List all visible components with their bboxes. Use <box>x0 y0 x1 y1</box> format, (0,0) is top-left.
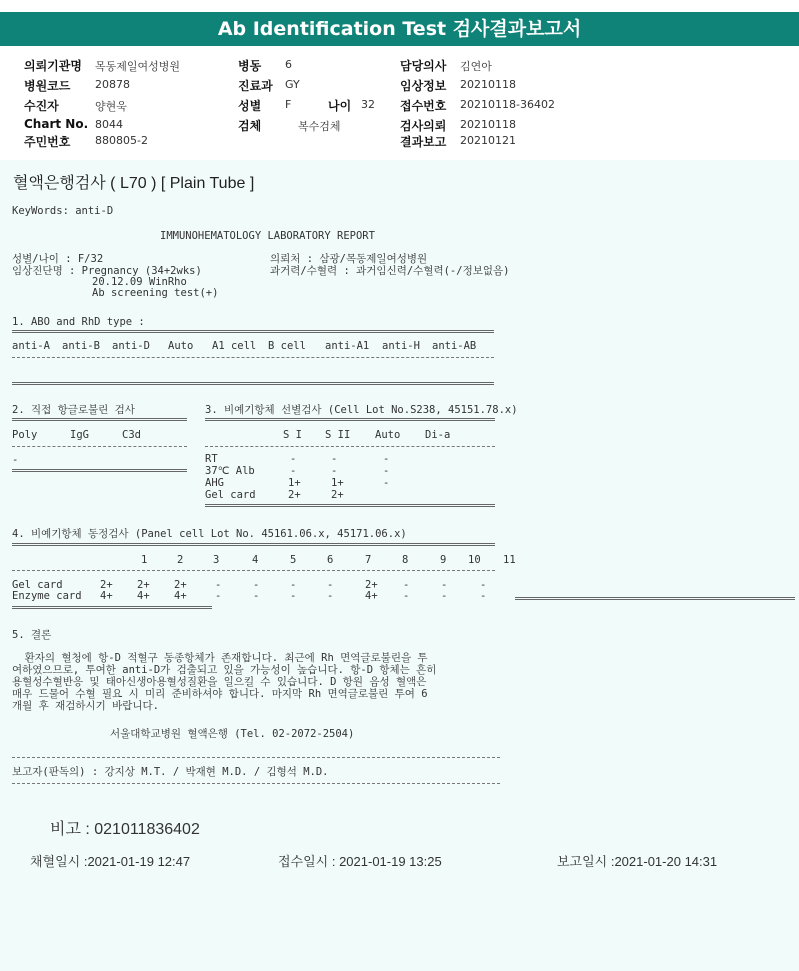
divider <box>12 382 494 385</box>
screen-phase: Gel card <box>205 489 256 501</box>
panel-cell: - <box>215 590 222 602</box>
abo-title: 1. ABO and RhD type : <box>12 316 145 328</box>
specimen-label: 검체 <box>238 119 262 133</box>
divider <box>205 504 495 507</box>
hospital-code-label: 병원코드 <box>24 79 71 93</box>
report-date-value: 20210121 <box>460 134 516 147</box>
panel-col: 10 <box>468 554 481 566</box>
conclusion-line: 용혈성수혈반응 및 태아신생아용혈성질환을 일으킬 수 있습니다. D 항원 음성 혈액은 <box>12 676 427 688</box>
age-value: 32 <box>361 98 375 111</box>
divider <box>12 783 500 784</box>
panel-col: 4 <box>252 554 259 566</box>
sex-age: 성별/나이 : F/32 <box>12 253 104 265</box>
receipt-time: 접수일시 : 2021-01-19 13:25 <box>278 854 442 869</box>
lab-title: IMMUNOHEMATOLOGY LABORATORY REPORT <box>160 230 375 242</box>
abo-header-6: anti-A1 <box>325 340 370 352</box>
report-title: Ab Identification Test 검사결과보고서 <box>0 12 799 46</box>
panel-col: 9 <box>440 554 447 566</box>
screen-phase: RT <box>205 453 218 465</box>
institution-label: 의뢰기관명 <box>24 59 82 73</box>
abo-header-8: anti-AB <box>432 340 477 352</box>
screen-cell: 1+ <box>331 477 344 489</box>
panel-cell: 4+ <box>100 590 113 602</box>
panel-cell: - <box>441 590 448 602</box>
divider <box>12 418 187 421</box>
abo-header-7: anti-H <box>382 340 420 352</box>
dat-value: - <box>12 454 19 466</box>
screen-cell: 1+ <box>288 477 301 489</box>
panel-cell: - <box>290 590 297 602</box>
panel-col: 6 <box>327 554 334 566</box>
abo-header-0: anti-A <box>12 340 50 352</box>
abo-header-4: A1 cell <box>212 340 257 352</box>
screen-cell: - <box>383 465 390 477</box>
divider <box>12 357 494 358</box>
panel-cell: - <box>327 579 334 591</box>
screen-cell: 2+ <box>288 489 301 501</box>
screen-header-0: S I <box>283 429 302 441</box>
resident-label: 주민번호 <box>24 135 71 149</box>
clinical-label: 임상정보 <box>400 79 447 93</box>
panel-cell: 4+ <box>137 590 150 602</box>
clinical-value: 20210118 <box>460 78 516 91</box>
conclusion-line: 개월 후 재검하시기 바랍니다. <box>12 700 160 712</box>
diagnosis: 임상진단명 : Pregnancy (34+2wks) <box>12 265 202 277</box>
screen-cell: - <box>290 465 297 477</box>
screen-cell: - <box>331 453 338 465</box>
history: 과거력/수혈력 : 과거임신력/수혈력(-/정보없음) <box>270 265 510 277</box>
divider <box>12 543 495 546</box>
reporter: 보고자(판독의) : 강지상 M.T. / 박재현 M.D. / 김형석 M.D. <box>12 766 329 778</box>
conclusion-title: 5. 결론 <box>12 629 52 641</box>
screen-title: 3. 비예기항체 선별검사 (Cell Lot No.S238, 45151.78.x) <box>205 404 518 416</box>
section-title: 혈액은행검사 ( L70 ) [ Plain Tube ] <box>13 175 255 192</box>
conclusion-line: 여하였으므로, 투여한 anti-D가 검출되고 있을 가능성이 높습니다. 항-D 항체는 흔히 <box>12 664 437 676</box>
panel-cell: 2+ <box>100 579 113 591</box>
divider <box>12 330 494 333</box>
recipient-label: 수진자 <box>24 99 59 113</box>
chart-value: 8044 <box>95 118 123 131</box>
hospital-code-value: 20878 <box>95 78 130 91</box>
divider <box>12 757 500 758</box>
report-date-label: 결과보고 <box>400 135 447 149</box>
doctor-label: 담당의사 <box>400 59 447 73</box>
screen-header-2: Auto <box>375 429 401 441</box>
panel-cell: 2+ <box>174 579 187 591</box>
screen-phase: AHG <box>205 477 224 489</box>
panel-row-label: Enzyme card <box>12 590 82 602</box>
divider <box>12 446 187 447</box>
lab-report <box>0 160 799 971</box>
divider <box>12 606 212 609</box>
panel-cell: 2+ <box>137 579 150 591</box>
panel-title: 4. 비예기항체 동정검사 (Panel cell Lot No. 45161.06.x, 45171.06.x) <box>12 528 407 540</box>
resident-value: 880805-2 <box>95 134 148 147</box>
panel-col: 5 <box>290 554 297 566</box>
screen-header-1: S II <box>325 429 351 441</box>
patient-header <box>0 48 799 158</box>
panel-cell: 4+ <box>365 590 378 602</box>
abo-header-5: B cell <box>268 340 306 352</box>
lab-signature: 서울대학교병원 혈액은행 (Tel. 02-2072-2504) <box>110 728 355 740</box>
ward-value: 6 <box>285 58 292 71</box>
dat-header-2: C3d <box>122 429 141 441</box>
panel-col: 1 <box>141 554 148 566</box>
divider <box>12 469 187 472</box>
ward-label: 병동 <box>238 59 262 73</box>
screen-cell: - <box>290 453 297 465</box>
diagnosis-line3: Ab screening test(+) <box>92 287 219 299</box>
sex-label: 성별 <box>238 99 262 113</box>
screen-phase: 37℃ Alb <box>205 465 255 477</box>
dept-label: 진료과 <box>238 79 273 93</box>
chart-label: Chart No. <box>24 117 89 131</box>
sex-value: F <box>285 98 292 111</box>
panel-cell: - <box>253 590 260 602</box>
recipient-value: 양현욱 <box>95 100 127 113</box>
institution-value: 목동제일여성병원 <box>95 60 181 73</box>
abo-header-2: anti-D <box>112 340 150 352</box>
specimen-value: 복수검체 <box>298 120 341 133</box>
dat-title: 2. 직접 항글로불린 검사 <box>12 404 135 416</box>
abo-header-3: Auto <box>168 340 194 352</box>
panel-cell: - <box>290 579 297 591</box>
keywords: KeyWords: anti-D <box>12 205 114 217</box>
panel-cell: 4+ <box>174 590 187 602</box>
screen-cell: - <box>331 465 338 477</box>
dat-header-0: Poly <box>12 429 38 441</box>
panel-cell: - <box>403 590 410 602</box>
divider <box>205 418 495 421</box>
doctor-value: 김연아 <box>460 60 492 73</box>
conclusion-line: 매우 드물어 수혈 필요 시 미리 준비하셔야 합니다. 마지막 Rh 면역글로불린 투여 6 <box>12 688 428 700</box>
receipt-value: 20210118-36402 <box>460 98 555 111</box>
panel-cell: - <box>327 590 334 602</box>
divider <box>515 597 795 600</box>
report-time: 보고일시 :2021-01-20 14:31 <box>557 854 718 869</box>
note: 비고 : 021011836402 <box>50 821 200 838</box>
referrer: 의뢰처 : 삼광/목동제일여성병원 <box>270 253 428 265</box>
panel-cell: - <box>480 579 487 591</box>
panel-col: 2 <box>177 554 184 566</box>
dat-header-1: IgG <box>70 429 89 441</box>
dept-value: GY <box>285 78 300 91</box>
divider <box>12 570 495 571</box>
abo-header-1: anti-B <box>62 340 100 352</box>
panel-cell: - <box>215 579 222 591</box>
diagnosis-line2: 20.12.09 WinRho <box>92 276 187 288</box>
panel-cell: - <box>253 579 260 591</box>
blood-collection-time: 채혈일시 :2021-01-19 12:47 <box>30 854 191 869</box>
conclusion-line: 환자의 혈청에 항-D 적혈구 동종항체가 존재합니다. 최근에 Rh 면역글로불린을 투 <box>12 652 428 664</box>
panel-cell: - <box>480 590 487 602</box>
panel-row-label: Gel card <box>12 579 63 591</box>
request-label: 검사의뢰 <box>400 119 447 133</box>
panel-col: 8 <box>402 554 409 566</box>
panel-cell: - <box>403 579 410 591</box>
panel-cell: 2+ <box>365 579 378 591</box>
receipt-label: 접수번호 <box>400 99 447 113</box>
divider <box>205 446 495 447</box>
panel-col: 3 <box>213 554 220 566</box>
screen-cell: - <box>383 453 390 465</box>
age-label: 나이 <box>328 99 352 113</box>
panel-col: 11 <box>503 554 516 566</box>
panel-cell: - <box>441 579 448 591</box>
screen-cell: - <box>383 477 390 489</box>
screen-cell: 2+ <box>331 489 344 501</box>
screen-header-3: Di-a <box>425 429 451 441</box>
request-value: 20210118 <box>460 118 516 131</box>
panel-col: 7 <box>365 554 372 566</box>
